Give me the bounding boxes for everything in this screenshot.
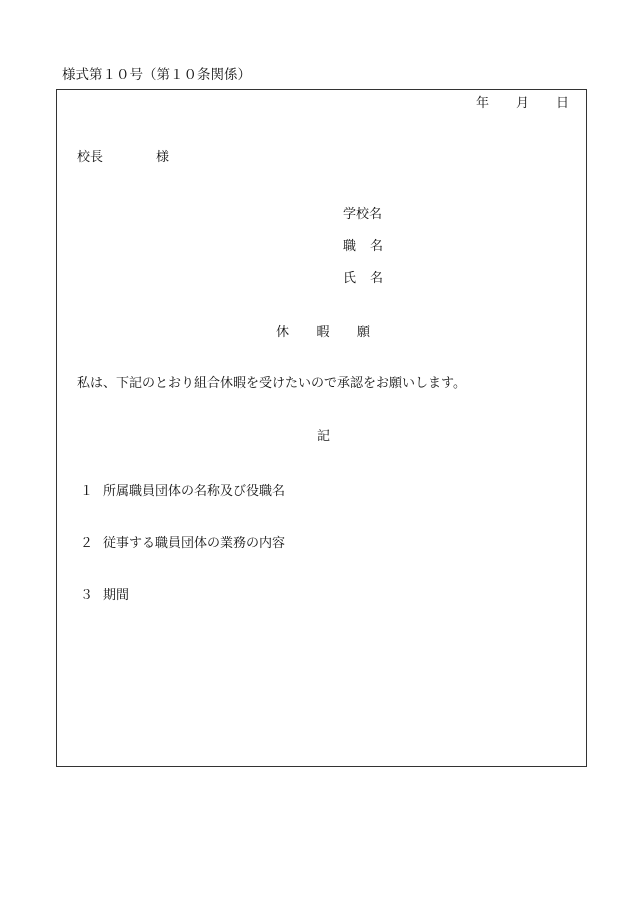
title-char: 休 — [276, 325, 290, 340]
school-name-label: 学校名 — [343, 207, 383, 222]
date-year-label: 年 — [476, 96, 490, 111]
item-number: １ — [80, 484, 94, 499]
position-label-char: 名 — [369, 239, 383, 254]
request-text: 私は、下記のとおり組合休暇を受けたいので承認をお願いします。 — [77, 376, 466, 391]
item-label: 従事する職員団体の業務の内容 — [103, 536, 286, 551]
date-day-label: 日 — [556, 96, 570, 111]
form-number-label: 様式第１０号（第１０条関係） — [62, 67, 251, 83]
list-item — [80, 537, 285, 550]
addressee-honorific: 様 — [156, 150, 170, 165]
name-label-char: 名 — [369, 271, 383, 286]
list-item — [80, 485, 285, 498]
ki-heading: 記 — [317, 429, 331, 444]
item-number: ２ — [80, 536, 94, 551]
addressee-title: 校長 — [77, 150, 104, 165]
form-frame — [56, 89, 587, 767]
item-label: 期間 — [103, 588, 130, 603]
item-number: ３ — [80, 588, 94, 603]
list-item — [80, 589, 129, 602]
item-label: 所属職員団体の名称及び役職名 — [103, 484, 286, 499]
document-title — [276, 326, 370, 339]
date-month-label: 月 — [516, 96, 530, 111]
name-label-char: 氏 — [343, 271, 357, 286]
position-label-char: 職 — [343, 239, 357, 254]
applicant-name-label — [343, 272, 383, 285]
position-label — [343, 240, 383, 253]
title-char: 願 — [356, 325, 370, 340]
title-char: 暇 — [316, 325, 330, 340]
